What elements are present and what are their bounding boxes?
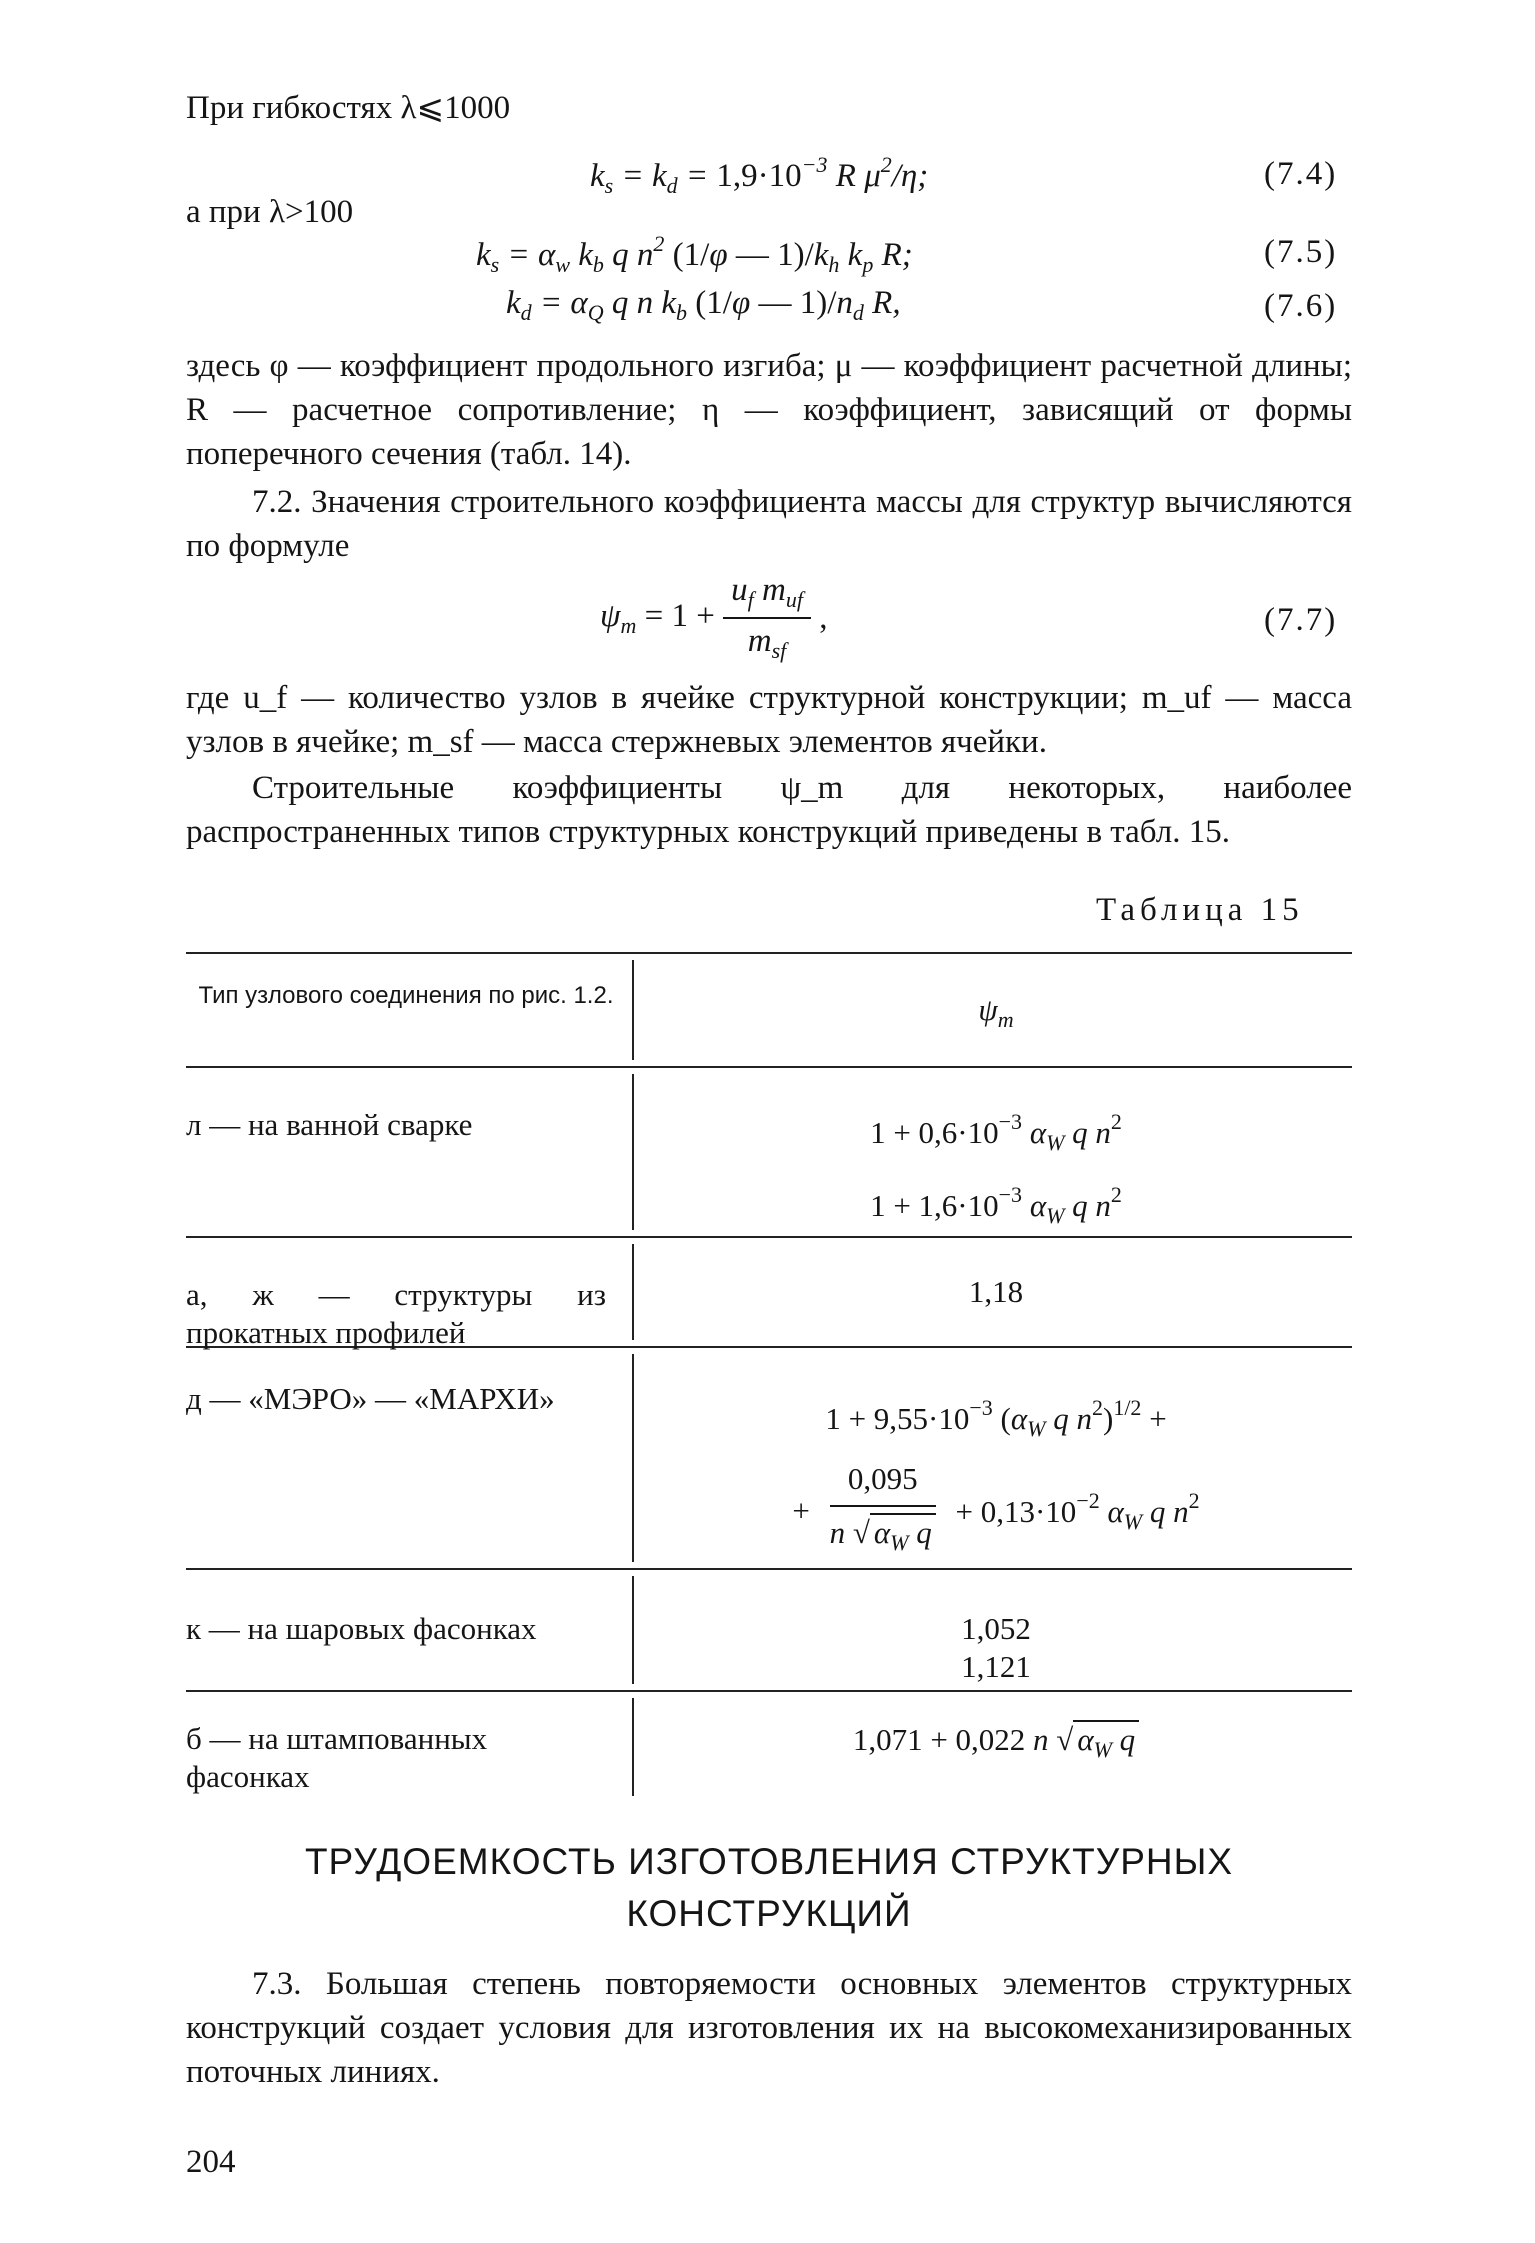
table-cell-type: б — на штампованных фасонках bbox=[186, 1721, 488, 1794]
paragraph-7-3: 7.3. Большая степень повторяемости основных элементов структурных конструкций создает условия для изготовления их на высокомеханизированных поточных линиях. bbox=[186, 1966, 1352, 2090]
value-line: 1,052 bbox=[961, 1611, 1031, 1646]
table-header-type: Тип узлового соединения по рис. 1.2. bbox=[198, 982, 614, 1009]
intro-line-1: При гибкостях λ⩽1000 bbox=[186, 90, 511, 126]
paragraph-definitions: здесь φ — коэффициент продольного изгиба; μ — коэффициент расчетной длины; R — расчетное сопротивление; η — коэффициент, зависящий от формы поперечного сечения (табл. 14). bbox=[186, 348, 1352, 472]
table-cell-type: д — «МЭРО» — «МАРХИ» bbox=[186, 1381, 555, 1416]
table-header-psi: $\psi_m$ bbox=[978, 992, 1014, 1032]
table-column-divider bbox=[632, 1074, 634, 1230]
table-column-divider bbox=[632, 1354, 634, 1562]
table-cell-type: к — на шаровых фасонках bbox=[186, 1611, 537, 1646]
table-cell-value: $1 + 9,55\cdot 10^{-3}$ ($\alpha_W$ q $n^2)^{1/2}$ + + $\frac{0,095}{n √ \alpha_W q}$ + $0,13\cdot 10^{-2}$ $\alpha_W$ q $n^2$ bbox=[792, 1395, 1200, 1555]
table-column-divider bbox=[632, 1576, 634, 1684]
equation-label: (7.7) bbox=[1264, 602, 1338, 638]
table-cell-type: л — на ванной сварке bbox=[186, 1107, 473, 1142]
table-column-divider bbox=[632, 960, 634, 1060]
paragraph-where: где u_f — количество узлов в ячейке структурной конструкции; m_uf — масса узлов в ячейке; m_sf — масса стержневых элементов ячейки. bbox=[186, 680, 1352, 760]
value-line: 1,121 bbox=[961, 1649, 1031, 1684]
table-cell-value: 1,18 bbox=[968, 1274, 1024, 1309]
table-column-divider bbox=[632, 1698, 634, 1796]
table-caption: Таблица 15 bbox=[1096, 892, 1304, 928]
table-top-rule bbox=[186, 952, 1352, 954]
equation-7-5: $k_s = \alpha_w$ $k_b$ q $n^2$ (1/φ — $1)/k_h$ $k_p$ R; bbox=[476, 231, 913, 277]
table-header-rule bbox=[186, 1066, 1352, 1068]
table-row-rule bbox=[186, 1568, 1352, 1570]
fraction: $\frac{u_f m_{uf}}{m_{sf}}$ bbox=[723, 572, 811, 664]
equation-label: (7.5) bbox=[1264, 234, 1338, 270]
table-row-rule bbox=[186, 1690, 1352, 1692]
table-column-divider bbox=[632, 1244, 634, 1340]
equation-7-4: $k_s = k_d = 1,9\cdot 10^{-3}$ R $\mu^2/\eta$; bbox=[590, 152, 929, 198]
table-cell-value bbox=[640, 1610, 1352, 1686]
table-cell-value: 1,071 + 0,022 n √ $\alpha_W$ q bbox=[640, 1718, 1352, 1772]
equation-7-7: $\psi_m = 1$ + $\frac{u_f m_{uf}}{m_{sf}}$ , bbox=[600, 572, 828, 663]
equation-label: (7.4) bbox=[1264, 156, 1338, 192]
table-cell-type: а, ж — структуры из прокатных профилей bbox=[186, 1277, 606, 1350]
equation-7-6: $k_d = \alpha_Q$ q n $k_b$ (1/φ — $1)/n_d$ R, bbox=[506, 285, 901, 325]
page-number: 204 bbox=[186, 2144, 236, 2180]
paragraph-7-2: 7.2. Значения строительного коэффициента массы для структур вычисляются по формуле bbox=[186, 484, 1352, 564]
equation-label: (7.6) bbox=[1264, 288, 1338, 324]
paragraph-coefficients: Строительные коэффициенты ψ_m для некоторых, наиболее распространенных типов структурных конструкций приведены в табл. 15. bbox=[186, 770, 1352, 850]
intro-line-2: а при λ>100 bbox=[186, 194, 354, 230]
section-heading: ТРУДОЕМКОСТЬ ИЗГОТОВЛЕНИЯ СТРУКТУРНЫХ КОНСТРУКЦИЙ bbox=[304, 1841, 1234, 1934]
table-cell-value: $1 + 0,6\cdot 10^{-3}$ $\alpha_W$ q $n^2$ $1 + 1,6\cdot 10^{-3}$ $\alpha_W$ q $n^2$ bbox=[870, 1109, 1122, 1228]
